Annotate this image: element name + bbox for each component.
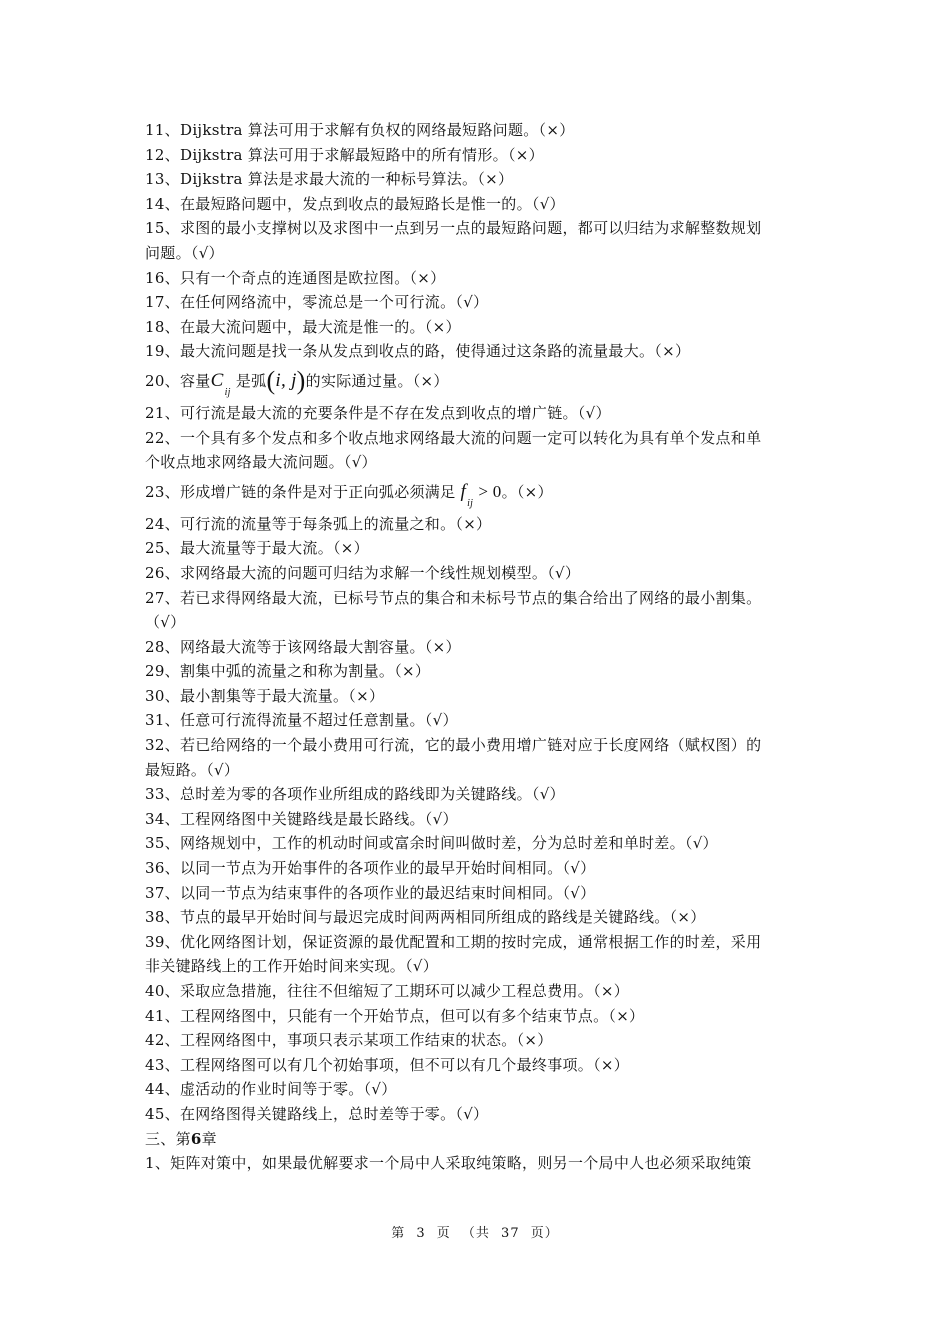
text-line-formula-flow [145,475,813,512]
text-line-formula-capacity [145,364,813,401]
text-line: 42、工程网络图中，事项只表示某项工作结束的状态。（×） [145,1031,553,1050]
text-line: （√） [145,613,186,632]
text-fragment: 23、形成增广链的条件是对于正向弧必须满足 [145,482,456,501]
chapter-heading [145,1127,813,1152]
text-line: 19、最大流问题是找一条从发点到收点的路，使得通过这条路的流量最大。（×） [145,342,691,361]
text-fragment: 的实际通过量。（×） [305,371,449,390]
math-flow-symbol [460,480,474,509]
text-line: 37、以同一节点为结束事件的各项作业的最迟结束时间相同。（√） [145,883,596,902]
text-fragment: 章 [201,1129,217,1148]
text-line: 43、工程网络图可以有几个初始事项，但不可以有几个最终事项。（×） [145,1055,630,1074]
text-line: 44、虚活动的作业时间等于零。（√） [145,1080,397,1099]
text-line: 38、节点的最早开始时间与最迟完成时间两两相同所组成的路线是关键路线。（×） [145,908,706,927]
text-line: 26、求网络最大流的问题可归结为求解一个线性规划模型。（√） [145,563,581,582]
math-subscript: ij [224,386,231,398]
math-subscript: ij [467,497,474,509]
math-capacity-symbol [210,369,231,398]
text-line: 28、网络最大流等于该网络最大割容量。（×） [145,637,461,656]
chapter-number: 6 [190,1129,202,1148]
text-line: 40、采取应急措施，往往不但缩短了工期环可以减少工程总费用。（×） [145,982,630,1000]
text-line: 问题。（√） [145,243,224,262]
text-line: 11、Dijkstra 算法可用于求解有负权的网络最短路问题。（×） [145,121,575,139]
text-line: 17、在任何网络流中，零流总是一个可行流。（√） [145,293,489,312]
page-footer [0,1222,950,1241]
text-fragment: 三、第 [145,1129,191,1148]
text-line: 1、矩阵对策中，如果最优解要求一个局中人采取纯策略，则另一个局中人也必须采取纯策 [145,1154,752,1173]
text-line: 18、在最大流问题中，最大流是惟一的。（×） [145,317,461,336]
text-fragment: 。（×） [501,482,553,501]
text-line: 32、若已给网络的一个最小费用可行流，它的最小费用增广链对应于长度网络（赋权图）的 [145,736,762,755]
text-line: 36、以同一节点为开始事件的各项作业的最早开始时间相同。（√） [145,859,596,878]
text-line: 个收点地求网络最大流问题。（√） [145,453,377,472]
text-line: 25、最大流量等于最大流。（×） [145,539,369,558]
text-line: 22、一个具有多个发点和多个收点地求网络最大流的问题一定可以转化为具有单个发点和单 [145,428,762,447]
text-line: 15、求图的最小支撑树以及求图中一点到另一点的最短路问题，都可以归结为求解整数规划 [145,219,762,238]
math-condition: > 0 [478,481,502,501]
text-line: 16、只有一个奇点的连通图是欧拉图。（×） [145,268,446,287]
text-line: 29、割集中弧的流量之和称为割量。（×） [145,662,431,681]
text-line: 35、网络规划中，工作的机动时间或富余时间叫做时差，分为总时差和单时差。（√） [145,834,718,853]
text-line: 最短路。（√） [145,760,240,779]
text-line: 33、总时差为零的各项作业所组成的路线即为关键路线。（√） [145,785,565,804]
text-line: 45、在网络图得关键路线上，总时差等于零。（√） [145,1104,489,1123]
math-variable: C [210,369,224,391]
text-line: 41、工程网络图中，只能有一个开始节点，但可以有多个结束节点。（×） [145,1006,645,1025]
text-line: 34、工程网络图中关键路线是最长路线。（√） [145,809,458,828]
text-line: 13、Dijkstra 算法是求最大流的一种标号算法。（×） [145,170,514,189]
text-line: 12、Dijkstra 算法可用于求解最短路中的所有情形。（×） [145,145,544,164]
text-line: 非关键路线上的工作开始时间来实现。（√） [145,957,439,976]
page-number: 第 3 页 （共 37 页） [391,1226,559,1241]
text-fragment: 20、容量 [145,371,211,390]
text-line: 14、在最短路问题中，发点到收点的最短路长是惟一的。（√） [145,194,565,213]
text-line: 27、若已求得网络最大流，已标号节点的集合和未标号节点的集合给出了网络的最小割集。 [145,588,762,607]
document-body [145,118,813,1176]
text-fragment: 是弧 [235,371,267,390]
text-line: 21、可行流是最大流的充要条件是不存在发点到收点的增广链。（√） [145,403,611,422]
text-line: 24、可行流的流量等于每条弧上的流量之和。（×） [145,514,492,533]
math-variable: i, j [275,369,297,391]
text-line: 30、最小割集等于最大流量。（×） [145,686,385,705]
math-variable: f [460,480,467,502]
text-line: 39、优化网络图计划，保证资源的最优配置和工期的按时完成，通常根据工作的时差，采用 [145,932,762,951]
text-line: 31、任意可行流得流量不超过任意割量。（√） [145,711,458,730]
math-arc-symbol: (i, j) [266,365,306,395]
